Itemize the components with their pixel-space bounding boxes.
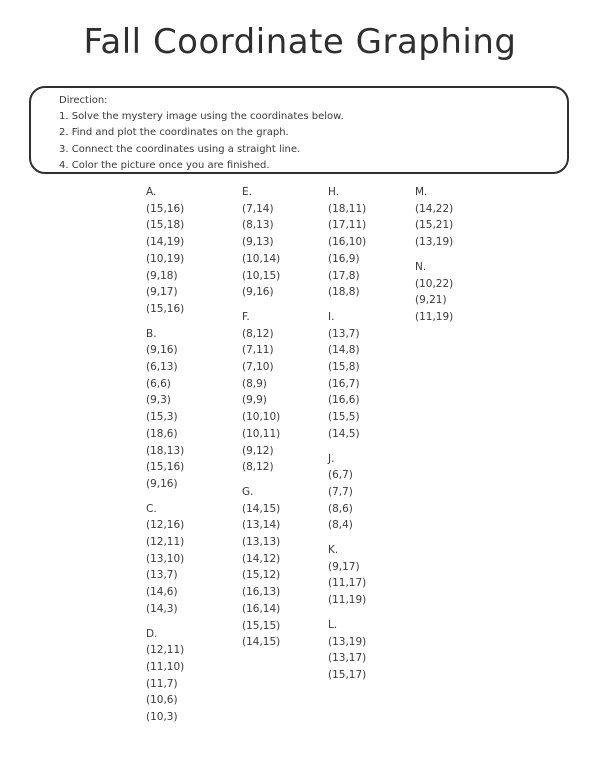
coordinate-group xyxy=(328,451,366,535)
coordinate-group xyxy=(242,184,280,301)
coordinate-pair: (12,11) xyxy=(146,536,185,549)
coordinate-pair: (15,21) xyxy=(415,219,454,232)
coordinate-column-3 xyxy=(328,184,366,692)
coordinate-pair: (14,5) xyxy=(328,427,360,440)
direction-step: 1. Solve the mystery image using the coordinates below. xyxy=(59,111,344,123)
coordinate-pair: (15,15) xyxy=(242,619,281,632)
coordinate-pair: (9,16) xyxy=(146,477,178,490)
coordinate-pair: (10,14) xyxy=(242,252,281,265)
coordinate-group xyxy=(328,542,366,609)
group-label: B. xyxy=(146,327,157,340)
coordinate-pair: (11,17) xyxy=(328,577,367,590)
coordinate-pair: (15,18) xyxy=(146,219,185,232)
coordinate-column-1 xyxy=(146,184,184,734)
coordinate-pair: (12,16) xyxy=(146,519,185,532)
coordinate-pair: (18,6) xyxy=(146,427,178,440)
coordinate-pair: (10,15) xyxy=(242,269,281,282)
coordinate-pair: (13,17) xyxy=(328,652,367,665)
coordinate-pair: (15,17) xyxy=(328,668,367,681)
coordinate-pair: (9,17) xyxy=(146,286,178,299)
group-label: D. xyxy=(146,627,158,640)
coordinate-pair: (9,18) xyxy=(146,269,178,282)
coordinate-pair: (10,3) xyxy=(146,711,178,724)
coordinate-group xyxy=(146,326,184,493)
coordinate-pair: (9,3) xyxy=(146,394,171,407)
coordinate-pair: (6,6) xyxy=(146,377,171,390)
group-label: K. xyxy=(328,544,339,557)
coordinate-pair: (6,7) xyxy=(328,469,353,482)
coordinate-pair: (16,6) xyxy=(328,394,360,407)
coordinate-pair: (10,6) xyxy=(146,694,178,707)
coordinate-group xyxy=(242,484,280,651)
coordinate-pair: (10,22) xyxy=(415,277,454,290)
coordinate-pair: (9,21) xyxy=(415,294,447,307)
coordinate-pair: (16,7) xyxy=(328,377,360,390)
coordinate-pair: (8,4) xyxy=(328,519,353,532)
coordinate-pair: (15,8) xyxy=(328,361,360,374)
coordinate-pair: (16,14) xyxy=(242,602,281,615)
coordinate-pair: (15,12) xyxy=(242,569,281,582)
coordinate-pair: (17,11) xyxy=(328,219,367,232)
coordinate-group xyxy=(328,184,366,301)
coordinate-pair: (6,13) xyxy=(146,361,178,374)
group-label: C. xyxy=(146,502,157,515)
coordinate-pair: (13,7) xyxy=(328,327,360,340)
coordinate-group xyxy=(328,617,366,684)
coordinate-pair: (14,15) xyxy=(242,502,281,515)
coordinate-group xyxy=(415,259,453,326)
coordinate-pair: (13,19) xyxy=(415,236,454,249)
coordinate-pair: (14,3) xyxy=(146,602,178,615)
group-label: N. xyxy=(415,260,427,273)
coordinate-pair: (14,6) xyxy=(146,586,178,599)
coordinate-pair: (16,13) xyxy=(242,586,281,599)
group-label: L. xyxy=(328,618,338,631)
coordinate-pair: (9,13) xyxy=(242,236,274,249)
coordinate-pair: (18,11) xyxy=(328,202,367,215)
coordinate-pair: (7,14) xyxy=(242,202,274,215)
coordinate-pair: (14,12) xyxy=(242,552,281,565)
coordinate-pair: (13,14) xyxy=(242,519,281,532)
direction-step: 3. Connect the coordinates using a straight line. xyxy=(59,143,301,155)
coordinate-group xyxy=(328,309,366,443)
coordinate-group xyxy=(242,309,280,476)
coordinate-pair: (10,10) xyxy=(242,411,281,424)
coordinate-pair: (15,16) xyxy=(146,302,185,315)
group-label: G. xyxy=(242,485,254,498)
coordinate-pair: (7,10) xyxy=(242,361,274,374)
coordinate-pair: (10,11) xyxy=(242,427,281,440)
coordinate-pair: (11,7) xyxy=(146,677,178,690)
coordinate-pair: (8,13) xyxy=(242,219,274,232)
coordinate-pair: (8,12) xyxy=(242,461,274,474)
group-label: H. xyxy=(328,186,340,198)
coordinate-pair: (11,19) xyxy=(415,310,454,323)
page-title: Fall Coordinate Graphing xyxy=(83,22,517,62)
coordinate-pair: (15,3) xyxy=(146,411,178,424)
coordinate-pair: (16,9) xyxy=(328,252,360,265)
coordinate-pair: (7,7) xyxy=(328,485,353,498)
coordinate-pair: (17,8) xyxy=(328,269,360,282)
coordinate-group xyxy=(146,184,184,318)
coordinate-group xyxy=(146,626,184,726)
coordinate-column-2 xyxy=(242,184,280,659)
coordinate-pair: (11,10) xyxy=(146,660,185,673)
coordinate-pair: (9,16) xyxy=(146,344,178,357)
coordinate-pair: (18,8) xyxy=(328,286,360,299)
coordinate-pair: (16,10) xyxy=(328,236,367,249)
coordinate-pair: (15,16) xyxy=(146,202,185,215)
directions-box xyxy=(29,86,569,174)
group-label: J. xyxy=(328,452,335,465)
coordinate-pair: (13,13) xyxy=(242,536,281,549)
coordinate-pair: (9,9) xyxy=(242,394,267,407)
coordinate-pair: (9,12) xyxy=(242,444,274,457)
group-label: M. xyxy=(415,186,428,198)
coordinate-group xyxy=(146,501,184,618)
coordinate-pair: (9,17) xyxy=(328,560,360,573)
coordinate-pair: (14,19) xyxy=(146,236,185,249)
coordinate-pair: (12,11) xyxy=(146,644,185,657)
coordinate-pair: (13,7) xyxy=(146,569,178,582)
coordinate-pair: (11,19) xyxy=(328,594,367,607)
coordinate-pair: (14,22) xyxy=(415,202,454,215)
coordinate-pair: (14,15) xyxy=(242,636,281,649)
group-label: F. xyxy=(242,310,250,323)
coordinate-group xyxy=(415,184,453,251)
group-label: E. xyxy=(242,186,252,198)
directions-heading: Direction: xyxy=(59,95,108,106)
coordinate-column-4 xyxy=(415,184,453,334)
coordinate-pair: (13,19) xyxy=(328,635,367,648)
group-label: A. xyxy=(146,186,157,198)
direction-step: 2. Find and plot the coordinates on the graph. xyxy=(59,127,289,139)
coordinate-pair: (14,8) xyxy=(328,344,360,357)
coordinate-pair: (8,9) xyxy=(242,377,267,390)
group-label: I. xyxy=(328,310,335,323)
coordinate-pair: (15,5) xyxy=(328,411,360,424)
direction-step: 4. Color the picture once you are finished. xyxy=(59,159,270,171)
coordinate-pair: (13,10) xyxy=(146,552,185,565)
coordinate-pair: (10,19) xyxy=(146,252,185,265)
coordinate-pair: (15,16) xyxy=(146,461,185,474)
coordinate-pair: (7,11) xyxy=(242,344,274,357)
coordinate-pair: (18,13) xyxy=(146,444,185,457)
coordinate-pair: (8,12) xyxy=(242,327,274,340)
coordinate-pair: (9,16) xyxy=(242,286,274,299)
coordinate-pair: (8,6) xyxy=(328,502,353,515)
